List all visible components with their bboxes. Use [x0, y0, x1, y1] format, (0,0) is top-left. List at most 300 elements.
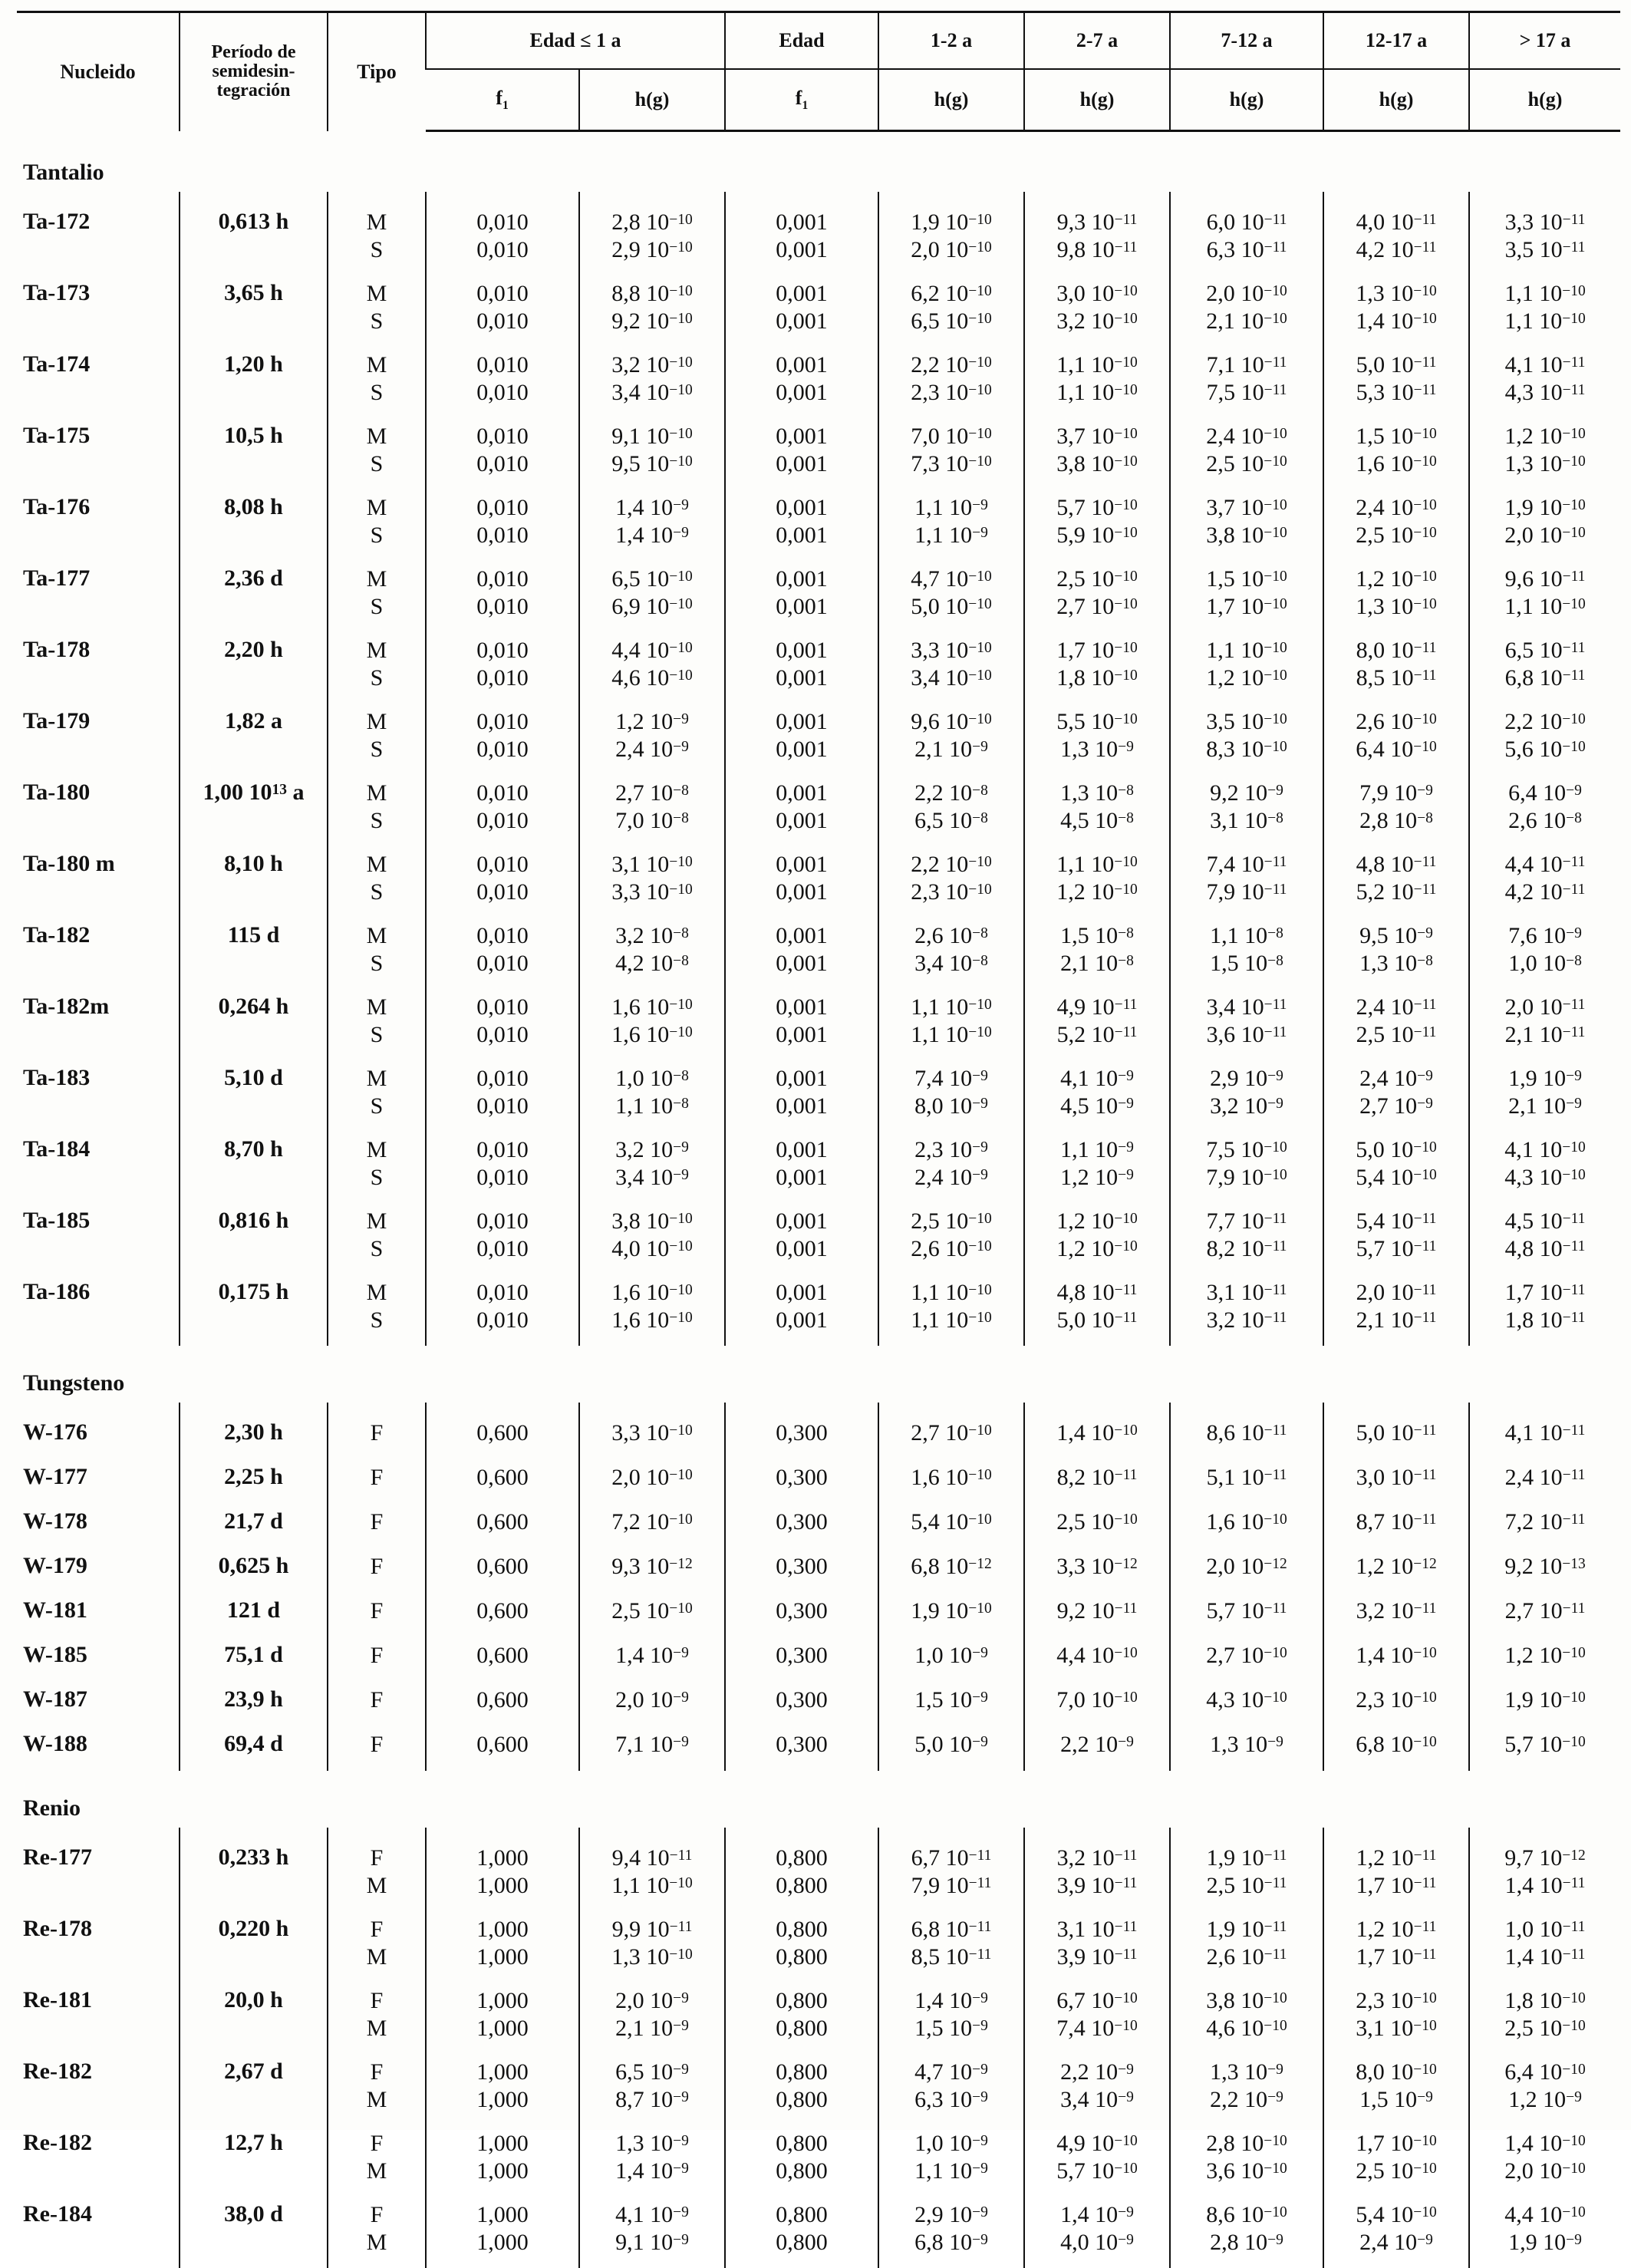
value: 2,4 $10^{-11}$ [1324, 994, 1468, 1021]
value: 0,010 [427, 807, 578, 835]
h-7-12-cell [1170, 1637, 1323, 1682]
value: 3,3 $10^{-10}$ [879, 637, 1023, 664]
type-cell [328, 1983, 426, 2054]
value: 2,9 $10^{-9}$ [1171, 1065, 1323, 1093]
value: 8,0 $10^{-10}$ [1324, 2059, 1468, 2086]
h-gt17-cell [1469, 775, 1620, 846]
h-2-7-cell [1024, 846, 1170, 918]
h-2-7-cell [1024, 1983, 1170, 2054]
h-1-2-cell [878, 1132, 1024, 1203]
h-12-17-cell [1323, 1593, 1469, 1637]
f1-cell [725, 1274, 878, 1346]
f1-cell [725, 2125, 878, 2197]
h-7-12-cell [1170, 1415, 1323, 1459]
value: 7,0 $10^{-10}$ [879, 423, 1023, 450]
value: 3,6 $10^{-11}$ [1171, 1021, 1323, 1049]
header-periodo-line2: semidesin- [180, 62, 327, 81]
value: 0,010 [427, 450, 578, 478]
value: 8,3 $10^{-10}$ [1171, 736, 1323, 763]
f1-cell [725, 2197, 878, 2268]
value: 2,6 $10^{-10}$ [879, 1235, 1023, 1263]
h-12-17-cell [1323, 1548, 1469, 1593]
f1-infant-cell [426, 275, 579, 347]
value: 4,5 $10^{-8}$ [1025, 807, 1169, 835]
f1-cell [725, 1548, 878, 1593]
f1-cell [725, 1203, 878, 1274]
value: 1,7 $10^{-10}$ [1025, 637, 1169, 664]
h-gt17-cell [1469, 275, 1620, 347]
table-row [17, 1840, 1620, 1911]
h-gt17-cell [1469, 1593, 1620, 1637]
value: 1,8 $10^{-11}$ [1470, 1307, 1620, 1334]
value: 2,4 $10^{-9}$ [1324, 2229, 1468, 2256]
h-12-17-cell [1323, 1983, 1469, 2054]
value: 1,4 $10^{-9}$ [580, 1642, 724, 1670]
h-1-2-cell [878, 1274, 1024, 1346]
value: 5,0 $10^{-9}$ [879, 1731, 1023, 1759]
value: 0,010 [427, 593, 578, 621]
h-gt17-cell [1469, 2197, 1620, 2268]
value: 1,000 [427, 2015, 578, 2042]
value: 0,010 [427, 522, 578, 549]
value: 0,001 [726, 950, 878, 977]
value: 9,1 $10^{-10}$ [580, 423, 724, 450]
value: 8,0 $10^{-11}$ [1324, 637, 1468, 664]
type-cell [328, 1637, 426, 1682]
table-row [17, 561, 1620, 632]
h-1-2-cell [878, 632, 1024, 704]
h-2-7-cell [1024, 490, 1170, 561]
value: 4,0 $10^{-11}$ [1324, 209, 1468, 236]
header-age-12-17: 12-17 a [1323, 12, 1469, 70]
value: 1,2 $10^{-12}$ [1324, 1553, 1468, 1581]
value: 4,8 $10^{-11}$ [1470, 1235, 1620, 1263]
value: 0,800 [726, 2229, 878, 2256]
type-value: F [328, 1731, 425, 1759]
value: 0,010 [427, 1021, 578, 1049]
type-value: M [328, 423, 425, 450]
value: 4,1 $10^{-11}$ [1470, 351, 1620, 379]
type-value: M [328, 637, 425, 664]
value: 0,800 [726, 2086, 878, 2114]
h-2-7-cell [1024, 918, 1170, 989]
h-infant-cell [579, 1983, 725, 2054]
nuclide-cell: W-188 [17, 1726, 180, 1771]
value: 4,1 $10^{-10}$ [1470, 1136, 1620, 1164]
h-infant-cell [579, 1060, 725, 1132]
table-row [17, 1726, 1620, 1771]
f1-cell [725, 775, 878, 846]
value: 1,000 [427, 2229, 578, 2256]
value: 8,5 $10^{-11}$ [879, 1943, 1023, 1971]
header-f1-infant: $f_1$ [426, 69, 579, 131]
h-7-12-cell [1170, 204, 1323, 275]
nuclide-cell: W-181 [17, 1593, 180, 1637]
table-row [17, 1911, 1620, 1983]
value: 1,000 [427, 2059, 578, 2086]
value: 2,0 $10^{-12}$ [1171, 1553, 1323, 1581]
value: 2,0 $10^{-10}$ [1470, 2158, 1620, 2185]
h-gt17-cell [1469, 347, 1620, 418]
h-1-2-cell [878, 2054, 1024, 2125]
value: 1,6 $10^{-10}$ [1324, 450, 1468, 478]
h-infant-cell [579, 204, 725, 275]
value: 0,600 [427, 1419, 578, 1447]
f1-cell [725, 846, 878, 918]
value: 0,010 [427, 1279, 578, 1307]
type-cell [328, 275, 426, 347]
type-value: S [328, 450, 425, 478]
h-2-7-cell [1024, 1682, 1170, 1726]
h-infant-cell [579, 2054, 725, 2125]
f1-infant-cell [426, 1726, 579, 1771]
h-gt17-cell [1469, 918, 1620, 989]
value: 1,1 $10^{-10}$ [879, 1279, 1023, 1307]
value: 4,4 $10^{-10}$ [1470, 2201, 1620, 2229]
h-gt17-cell [1469, 704, 1620, 775]
value: 3,1 $10^{-10}$ [580, 851, 724, 879]
value: 3,4 $10^{-9}$ [580, 1164, 724, 1192]
h-gt17-cell [1469, 2054, 1620, 2125]
header-hg-1-2: h(g) [878, 69, 1024, 131]
type-cell [328, 1548, 426, 1593]
h-7-12-cell [1170, 490, 1323, 561]
h-12-17-cell [1323, 1203, 1469, 1274]
value: 1,9 $10^{-11}$ [1171, 1916, 1323, 1943]
value: 1,1 $10^{-10}$ [879, 1021, 1023, 1049]
value: 2,7 $10^{-10}$ [1171, 1642, 1323, 1670]
h-1-2-cell [878, 204, 1024, 275]
h-gt17-cell [1469, 846, 1620, 918]
value: 9,3 $10^{-11}$ [1025, 209, 1169, 236]
nuclide-cell: Re-184 [17, 2197, 180, 2268]
value: 2,8 $10^{-10}$ [1171, 2130, 1323, 2158]
value: 0,600 [427, 1508, 578, 1536]
type-value: S [328, 1235, 425, 1263]
value: 6,4 $10^{-10}$ [1470, 2059, 1620, 2086]
h-2-7-cell [1024, 1132, 1170, 1203]
h-2-7-cell [1024, 989, 1170, 1060]
header-age-1-2: 1-2 a [878, 12, 1024, 70]
period-cell: 0,816 h [180, 1203, 328, 1274]
type-cell [328, 418, 426, 490]
f1-cell [725, 2054, 878, 2125]
h-7-12-cell [1170, 275, 1323, 347]
h-12-17-cell [1323, 1274, 1469, 1346]
value: 2,3 $10^{-10}$ [879, 379, 1023, 407]
h-infant-cell [579, 1548, 725, 1593]
value: 3,2 $10^{-8}$ [580, 922, 724, 950]
value: 1,2 $10^{-10}$ [1025, 1235, 1169, 1263]
section-title: Tantalio [17, 131, 1620, 193]
nuclide-cell: W-185 [17, 1637, 180, 1682]
h-infant-cell [579, 418, 725, 490]
value: 2,4 $10^{-10}$ [1324, 494, 1468, 522]
header-periodo-line1: Período de [180, 43, 327, 62]
f1-infant-cell [426, 989, 579, 1060]
value: 6,8 $10^{-12}$ [879, 1553, 1023, 1581]
h-infant-cell [579, 2197, 725, 2268]
value: 1,4 $10^{-9}$ [580, 2158, 724, 2185]
value: 5,0 $10^{-11}$ [1324, 351, 1468, 379]
value: 1,3 $10^{-9}$ [1171, 2059, 1323, 2086]
h-infant-cell [579, 632, 725, 704]
h-gt17-cell [1469, 1203, 1620, 1274]
value: 1,000 [427, 2158, 578, 2185]
nuclide-cell: Re-178 [17, 1911, 180, 1983]
f1-infant-cell [426, 1637, 579, 1682]
value: 0,001 [726, 1235, 878, 1263]
h-2-7-cell [1024, 275, 1170, 347]
value: 3,2 $10^{-9}$ [580, 1136, 724, 1164]
value: 1,7 $10^{-11}$ [1324, 1872, 1468, 1900]
type-cell [328, 1504, 426, 1548]
value: 4,2 $10^{-8}$ [580, 950, 724, 977]
value: 0,010 [427, 1164, 578, 1192]
value: 1,2 $10^{-10}$ [1470, 423, 1620, 450]
value: 2,0 $10^{-10}$ [1171, 280, 1323, 308]
value: 0,800 [726, 2015, 878, 2042]
period-cell: 2,30 h [180, 1415, 328, 1459]
h-gt17-cell [1469, 1911, 1620, 1983]
value: 9,4 $10^{-11}$ [580, 1844, 724, 1872]
type-value: S [328, 807, 425, 835]
section-title: Tungsteno [17, 1346, 1620, 1403]
type-cell [328, 1911, 426, 1983]
h-1-2-cell [878, 418, 1024, 490]
value: 0,300 [726, 1508, 878, 1536]
value: 6,4 $10^{-10}$ [1324, 736, 1468, 763]
nuclide-cell: Re-177 [17, 1840, 180, 1911]
h-infant-cell [579, 1459, 725, 1504]
value: 0,010 [427, 423, 578, 450]
h-7-12-cell [1170, 1203, 1323, 1274]
f1-cell [725, 1415, 878, 1459]
value: 9,2 $10^{-9}$ [1171, 780, 1323, 807]
h-gt17-cell [1469, 418, 1620, 490]
value: 4,4 $10^{-10}$ [580, 637, 724, 664]
value: 7,1 $10^{-9}$ [580, 1731, 724, 1759]
value: 1,8 $10^{-10}$ [1470, 1987, 1620, 2015]
value: 0,800 [726, 2201, 878, 2229]
value: 7,1 $10^{-11}$ [1171, 351, 1323, 379]
value: 5,7 $10^{-11}$ [1171, 1597, 1323, 1625]
type-cell [328, 1203, 426, 1274]
nuclide-cell: Ta-182 [17, 918, 180, 989]
f1-cell [725, 1911, 878, 1983]
nuclide-cell: W-176 [17, 1415, 180, 1459]
nuclide-cell: W-187 [17, 1682, 180, 1726]
value: 8,2 $10^{-11}$ [1171, 1235, 1323, 1263]
h-infant-cell [579, 275, 725, 347]
value: 1,3 $10^{-8}$ [1025, 780, 1169, 807]
type-value: S [328, 736, 425, 763]
value: 1,5 $10^{-9}$ [1324, 2086, 1468, 2114]
value: 3,1 $10^{-10}$ [1324, 2015, 1468, 2042]
value: 3,6 $10^{-10}$ [1171, 2158, 1323, 2185]
value: 4,8 $10^{-11}$ [1025, 1279, 1169, 1307]
h-gt17-cell [1469, 1726, 1620, 1771]
value: 2,2 $10^{-9}$ [1025, 1731, 1169, 1759]
h-7-12-cell [1170, 704, 1323, 775]
value: 4,3 $10^{-10}$ [1470, 1164, 1620, 1192]
value: 1,1 $10^{-10}$ [879, 994, 1023, 1021]
period-cell: 8,70 h [180, 1132, 328, 1203]
value: 0,001 [726, 522, 878, 549]
type-value: M [328, 851, 425, 879]
value: 7,4 $10^{-9}$ [879, 1065, 1023, 1093]
type-value: M [328, 565, 425, 593]
h-12-17-cell [1323, 490, 1469, 561]
period-cell: 0,613 h [180, 204, 328, 275]
h-12-17-cell [1323, 775, 1469, 846]
h-7-12-cell [1170, 2054, 1323, 2125]
section-header [17, 1346, 1620, 1403]
f1-infant-cell [426, 1459, 579, 1504]
h-7-12-cell [1170, 1504, 1323, 1548]
h-infant-cell [579, 918, 725, 989]
value: 7,3 $10^{-10}$ [879, 450, 1023, 478]
value: 2,5 $10^{-10}$ [1171, 450, 1323, 478]
period-cell: 3,65 h [180, 275, 328, 347]
value: 4,3 $10^{-11}$ [1470, 379, 1620, 407]
value: 4,4 $10^{-11}$ [1470, 851, 1620, 879]
type-value: M [328, 1136, 425, 1164]
type-value: S [328, 950, 425, 977]
h-2-7-cell [1024, 1911, 1170, 1983]
value: 2,1 $10^{-11}$ [1324, 1307, 1468, 1334]
h-12-17-cell [1323, 2197, 1469, 2268]
h-1-2-cell [878, 1682, 1024, 1726]
value: 4,1 $10^{-9}$ [1025, 1065, 1169, 1093]
value: 0,010 [427, 637, 578, 664]
period-cell: 0,220 h [180, 1911, 328, 1983]
h-12-17-cell [1323, 704, 1469, 775]
value: 1,1 $10^{-10}$ [580, 1872, 724, 1900]
value: 0,001 [726, 593, 878, 621]
value: 3,4 $10^{-11}$ [1171, 994, 1323, 1021]
value: 1,4 $10^{-9}$ [1025, 2201, 1169, 2229]
value: 0,010 [427, 708, 578, 736]
value: 0,001 [726, 664, 878, 692]
f1-infant-cell [426, 1593, 579, 1637]
value: 1,3 $10^{-10}$ [1470, 450, 1620, 478]
f1-cell [725, 490, 878, 561]
type-cell [328, 1593, 426, 1637]
h-1-2-cell [878, 275, 1024, 347]
type-cell [328, 2054, 426, 2125]
h-12-17-cell [1323, 1415, 1469, 1459]
h-2-7-cell [1024, 1060, 1170, 1132]
type-cell [328, 918, 426, 989]
value: 5,7 $10^{-10}$ [1025, 2158, 1169, 2185]
value: 2,5 $10^{-11}$ [1324, 1021, 1468, 1049]
value: 0,001 [726, 922, 878, 950]
period-cell: 2,36 d [180, 561, 328, 632]
value: 0,010 [427, 994, 578, 1021]
value: 1,2 $10^{-9}$ [580, 708, 724, 736]
value: 0,800 [726, 1872, 878, 1900]
type-value: F [328, 2130, 425, 2158]
value: 1,0 $10^{-9}$ [879, 1642, 1023, 1670]
value: 4,9 $10^{-10}$ [1025, 2130, 1169, 2158]
value: 2,8 $10^{-9}$ [1171, 2229, 1323, 2256]
value: 8,6 $10^{-10}$ [1171, 2201, 1323, 2229]
header-nucleido: Nucleido [17, 12, 180, 131]
value: 0,800 [726, 2059, 878, 2086]
table-row [17, 989, 1620, 1060]
type-value: M [328, 209, 425, 236]
value: 2,5 $10^{-10}$ [1324, 522, 1468, 549]
h-1-2-cell [878, 1911, 1024, 1983]
value: 3,2 $10^{-10}$ [580, 351, 724, 379]
h-7-12-cell [1170, 561, 1323, 632]
value: 7,9 $10^{-9}$ [1324, 780, 1468, 807]
nuclide-cell: W-179 [17, 1548, 180, 1593]
value: 0,010 [427, 1136, 578, 1164]
type-cell [328, 1274, 426, 1346]
value: 1,9 $10^{-10}$ [1470, 494, 1620, 522]
value: 3,4 $10^{-10}$ [879, 664, 1023, 692]
value: 2,7 $10^{-10}$ [879, 1419, 1023, 1447]
value: 1,000 [427, 1916, 578, 1943]
value: 2,3 $10^{-9}$ [879, 1136, 1023, 1164]
type-value: F [328, 1464, 425, 1492]
h-gt17-cell [1469, 1415, 1620, 1459]
h-2-7-cell [1024, 2197, 1170, 2268]
value: 0,010 [427, 922, 578, 950]
period-cell: 8,08 h [180, 490, 328, 561]
value: 3,0 $10^{-10}$ [1025, 280, 1169, 308]
h-12-17-cell [1323, 989, 1469, 1060]
value: 2,6 $10^{-11}$ [1171, 1943, 1323, 1971]
period-cell: 38,0 d [180, 2197, 328, 2268]
period-cell: 1,00 $10^{13}$ a [180, 775, 328, 846]
value: 2,7 $10^{-9}$ [1324, 1093, 1468, 1120]
h-7-12-cell [1170, 1983, 1323, 2054]
h-1-2-cell [878, 1637, 1024, 1682]
value: 2,9 $10^{-9}$ [879, 2201, 1023, 2229]
f1-cell [725, 561, 878, 632]
value: 0,001 [726, 379, 878, 407]
value: 2,0 $10^{-11}$ [1470, 994, 1620, 1021]
h-12-17-cell [1323, 1060, 1469, 1132]
h-7-12-cell [1170, 1459, 1323, 1504]
value: 0,001 [726, 994, 878, 1021]
header-age-7-12: 7-12 a [1170, 12, 1323, 70]
value: 3,2 $10^{-9}$ [1171, 1093, 1323, 1120]
value: 0,600 [427, 1686, 578, 1714]
value: 3,2 $10^{-11}$ [1324, 1597, 1468, 1625]
value: 1,9 $10^{-9}$ [1470, 1065, 1620, 1093]
value: 5,9 $10^{-10}$ [1025, 522, 1169, 549]
nuclide-cell: Ta-177 [17, 561, 180, 632]
value: 1,4 $10^{-10}$ [1324, 1642, 1468, 1670]
h-2-7-cell [1024, 1726, 1170, 1771]
nuclide-cell: W-177 [17, 1459, 180, 1504]
h-gt17-cell [1469, 1637, 1620, 1682]
value: 1,000 [427, 1943, 578, 1971]
value: 0,800 [726, 1943, 878, 1971]
value: 7,6 $10^{-9}$ [1470, 922, 1620, 950]
value: 3,8 $10^{-10}$ [1171, 522, 1323, 549]
f1-cell [725, 347, 878, 418]
table-row [17, 1637, 1620, 1682]
f1-cell [725, 1459, 878, 1504]
value: 7,9 $10^{-11}$ [879, 1872, 1023, 1900]
f1-infant-cell [426, 1911, 579, 1983]
nuclide-cell: Ta-180 [17, 775, 180, 846]
